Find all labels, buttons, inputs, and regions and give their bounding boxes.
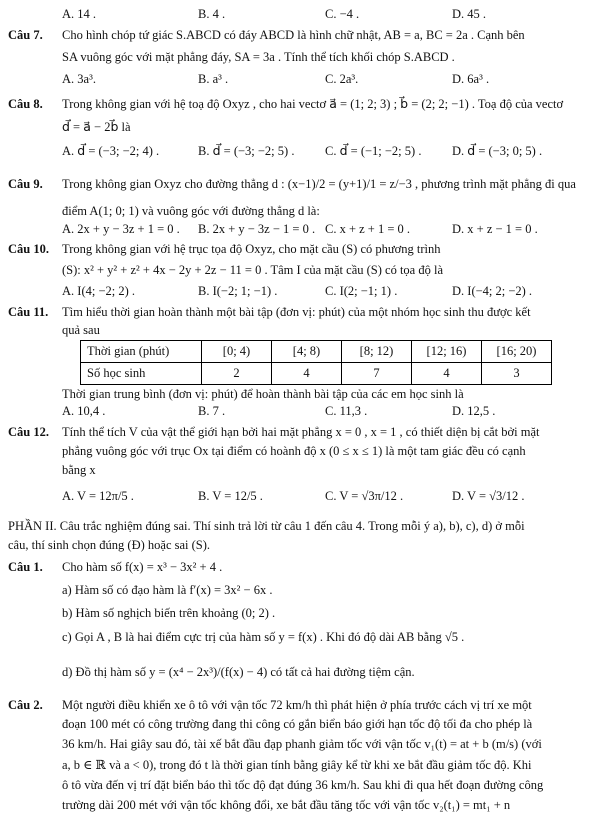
table-cell: [12; 16) [412,341,482,363]
table-cell: [0; 4) [202,341,272,363]
section-heading: PHẦN II. Câu trắc nghiệm đúng sai. Thí sinh trả lời từ câu 1 đến câu 4. Trong mỗi ý a), b), c), d) ở mỗi [8,519,525,533]
question-label: Câu 2. [8,698,43,712]
question-text: điểm A(1; 0; 1) và vuông góc với đường thẳng d là: [62,204,320,218]
option-b: B. 7 . [198,404,226,418]
question-label: Câu 11. [8,305,49,319]
option-c: C. d⃗ = (−1; −2; 5) . [325,144,422,158]
question-text: Cho hình chóp tứ giác S.ABCD có đáy ABCD là hình chữ nhật, AB = a, BC = 2a . Cạnh bên [62,28,525,42]
option-a: A. 10,4 . [62,404,106,418]
table-cell: 4 [412,362,482,384]
option-d: D. 12,5 . [452,404,496,418]
option-b: B. 4 . [198,7,226,21]
option-c: C. −4 . [325,7,360,21]
data-table [80,340,552,385]
statement-c: c) Gọi A , B là hai điểm cực trị của hàm số y = f(x) . Khi đó độ dài AB bằng √5 . [62,630,465,644]
question-label: Câu 7. [8,28,43,42]
question-text: a, b ∈ ℝ và a < 0), trong đó t là thời gian tính bằng giây kể từ khi xe bắt đầu giảm tốc độ. Khi [62,758,532,772]
table-cell: [8; 12) [342,341,412,363]
question-text: trường dài 200 mét với vận tốc không đổi, xe bắt đầu tăng tốc với vận tốc v₂(t₁) = mt₁ + n [62,798,511,812]
question-text: Một người điều khiển xe ô tô với vận tốc 72 km/h thì phát hiện ở phía trước cách vị trí xe một [62,698,532,712]
question-label: Câu 1. [8,560,43,574]
table-cell: 4 [272,362,342,384]
option-a: A. 14 . [62,7,97,21]
option-d: D. d⃗ = (−3; 0; 5) . [452,144,543,158]
question-text: 36 km/h. Hai giây sau đó, tài xế bắt đầu đạp phanh giảm tốc với vận tốc v₁(t) = at + b (m/s) (với [62,737,542,751]
statement-d: d) Đồ thị hàm số y = (x⁴ − 2x³)/(f(x) − 4) có tất cả hai đường tiệm cận. [62,665,415,679]
option-d: D. x + z − 1 = 0 . [452,222,538,236]
question-text: d⃗ = a⃗ − 2b⃗ là [62,120,131,134]
question-text: Tìm hiểu thời gian hoàn thành một bài tập (đơn vị: phút) của một nhóm học sinh thu được kết [62,305,531,319]
option-c: C. I(2; −1; 1) . [325,284,398,298]
question-text: SA vuông góc với mặt phẳng đáy, SA = 3a . Tính thể tích khối chóp S.ABCD . [62,50,455,64]
table-cell: [4; 8) [272,341,342,363]
question-label: Câu 12. [8,425,49,439]
question-label: Câu 9. [8,177,43,191]
statement-b: b) Hàm số nghịch biến trên khoảng (0; 2) . [62,606,276,620]
question-text: Cho hàm số f(x) = x³ − 3x² + 4 . [62,560,223,574]
table-cell: 7 [342,362,412,384]
statement-a: a) Hàm số có đạo hàm là f′(x) = 3x² − 6x . [62,583,273,597]
question-text: bằng x [62,463,96,477]
question-text: quả sau [62,323,100,337]
question-text: (S): x² + y² + z² + 4x − 2y + 2z − 11 = 0 . Tâm I của mặt cầu (S) có tọa độ là [62,263,443,277]
option-b: B. 2x + y − 3z − 1 = 0 . [198,222,316,236]
option-a: A. d⃗ = (−3; −2; 4) . [62,144,160,158]
question-text: ô tô vừa đến vị trí đặt biển báo thì tốc độ đạt đúng 36 km/h. Sau khi đi qua hết đoạn đường công [62,778,544,792]
option-c: C. x + z + 1 = 0 . [325,222,411,236]
option-c: C. 11,3 . [325,404,368,418]
question-text: Trong không gian với hệ toạ độ Oxyz , cho hai vectơ a⃗ = (1; 2; 3) ; b⃗ = (2; 2; −1) . Toạ độ của vectơ [62,97,564,111]
question-text: Tính thể tích V của vật thể giới hạn bởi hai mặt phẳng x = 0 , x = 1 , có thiết diện bị cắt bởi mặt [62,425,540,439]
table-cell: 2 [202,362,272,384]
option-d: D. 45 . [452,7,487,21]
option-d: D. 6a³ . [452,72,490,86]
option-a: A. I(4; −2; 2) . [62,284,136,298]
option-d: D. I(−4; 2; −2) . [452,284,533,298]
question-text: đoạn 100 mét có công trường đang thi công có gắn biển báo giới hạn tốc độ tối đa cho phép là [62,717,533,731]
option-a: A. 2x + y − 3z + 1 = 0 . [62,222,180,236]
question-text: Trong không gian với hệ trục tọa độ Oxyz, cho mặt cầu (S) có phương trình [62,242,441,256]
question-text: Trong không gian Oxyz cho đường thẳng d : (x−1)/2 = (y+1)/1 = z/−3 , phương trình mặt phẳng đi qua [62,177,576,191]
option-d: D. V = √3/12 . [452,489,525,503]
option-b: B. I(−2; 1; −1) . [198,284,278,298]
table-cell: Thời gian (phút) [81,341,202,363]
question-text: phẳng vuông góc với trục Ox tại điểm có hoành độ x (0 ≤ x ≤ 1) là một tam giác đều có cạnh [62,444,526,458]
table-cell: 3 [482,362,552,384]
option-c: C. V = √3π/12 . [325,489,404,503]
table-row [81,341,552,363]
table-row [81,362,552,384]
option-b: B. V = 12/5 . [198,489,263,503]
option-b: B. a³ . [198,72,229,86]
option-b: B. d⃗ = (−3; −2; 5) . [198,144,295,158]
option-a: A. 3a³. [62,72,96,86]
section-heading: câu, thí sinh chọn đúng (Đ) hoặc sai (S). [8,538,211,552]
question-text: Thời gian trung bình (đơn vị: phút) để hoàn thành bài tập của các em học sinh là [62,387,464,401]
option-c: C. 2a³. [325,72,359,86]
table-cell: [16; 20) [482,341,552,363]
question-label: Câu 10. [8,242,49,256]
question-label: Câu 8. [8,97,43,111]
option-a: A. V = 12π/5 . [62,489,134,503]
table-cell: Số học sinh [81,362,202,384]
